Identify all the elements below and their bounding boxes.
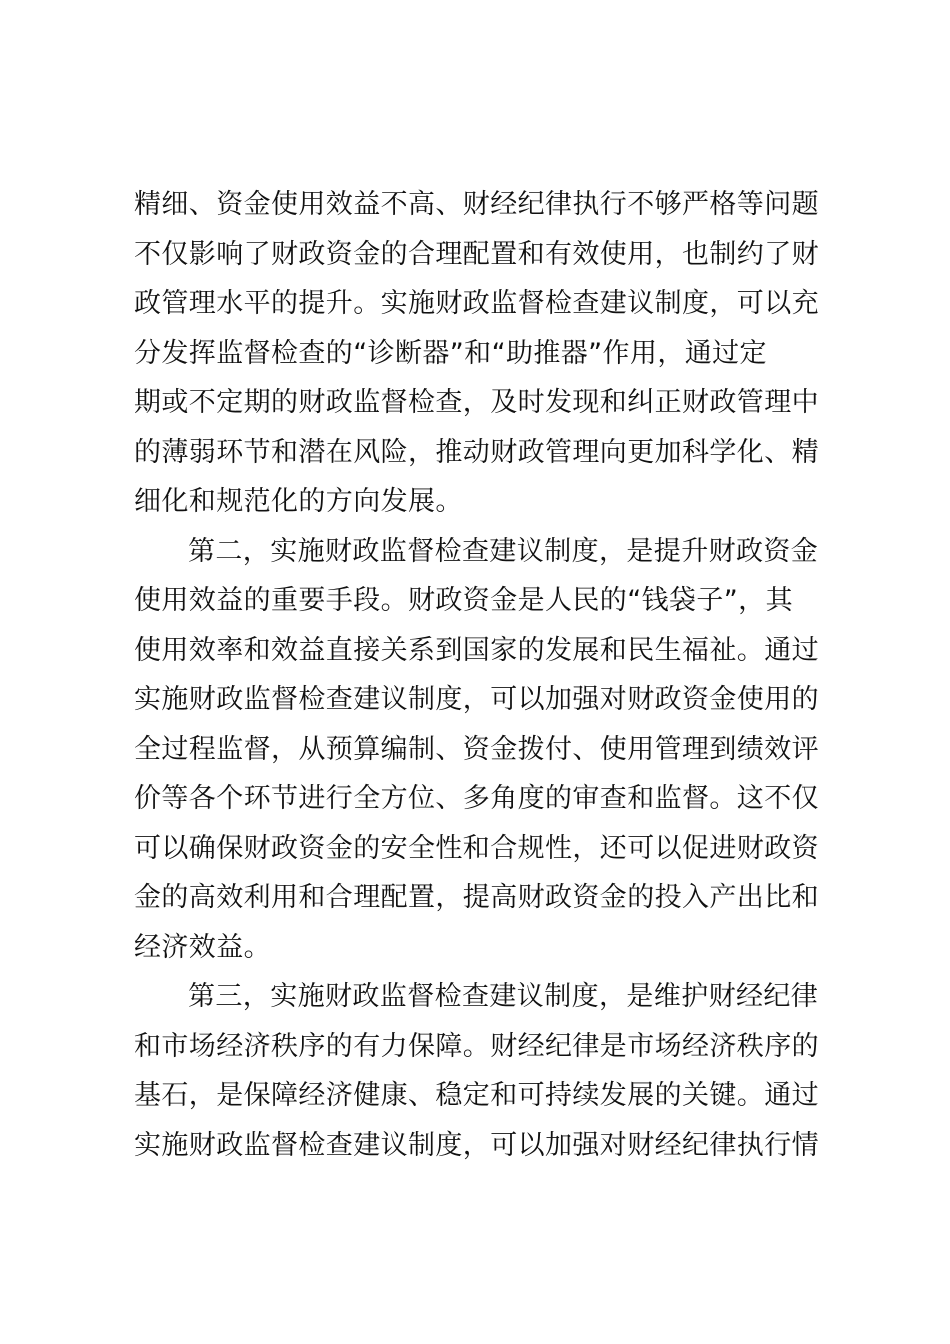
text-line: 和市场经济秩序的有力保障。财经纪律是市场经济秩序的	[134, 1030, 819, 1062]
text-line: 使用效率和效益直接关系到国家的发展和民生福祉。通过	[134, 634, 819, 666]
paragraph-2	[134, 527, 834, 973]
text-line: 可以确保财政资金的安全性和合规性，还可以促进财政资	[134, 832, 819, 864]
text-line: 实施财政监督检查建议制度，可以加强对财政资金使用的	[134, 684, 819, 715]
text-line: 金的高效利用和合理配置，提高财政资金的投入产出比和	[134, 882, 819, 913]
text-line: 经济效益。	[134, 931, 271, 963]
text-line: 分发挥监督检查的“诊断器”和“助推器”作用，通过定	[134, 337, 767, 369]
text-line: 实施财政监督检查建议制度，可以加强对财经纪律执行情	[134, 1129, 819, 1161]
text-line: 期或不定期的财政监督检查，及时发现和纠正财政管理中	[134, 387, 819, 418]
text-line: 的薄弱环节和潜在风险，推动财政管理向更加科学化、精	[134, 436, 819, 468]
text-line: 第二，实施财政监督检查建议制度，是提升财政资金	[188, 535, 819, 567]
document-body	[134, 180, 834, 1170]
text-line: 政管理水平的提升。实施财政监督检查建议制度，可以充	[134, 288, 819, 319]
text-line: 第三，实施财政监督检查建议制度，是维护财经纪律	[188, 981, 819, 1012]
text-line: 价等各个环节进行全方位、多角度的审查和监督。这不仅	[134, 783, 819, 814]
paragraph-1	[134, 180, 834, 527]
text-line: 使用效益的重要手段。财政资金是人民的“钱袋子”，其	[134, 585, 793, 616]
text-line: 全过程监督，从预算编制、资金拨付、使用管理到绩效评	[134, 733, 819, 765]
text-line: 细化和规范化的方向发展。	[134, 486, 463, 517]
paragraph-3	[134, 972, 834, 1170]
text-line: 不仅影响了财政资金的合理配置和有效使用，也制约了财	[134, 238, 819, 270]
text-line: 精细、资金使用效益不高、财经纪律执行不够严格等问题	[134, 189, 819, 220]
text-line: 基石，是保障经济健康、稳定和可持续发展的关键。通过	[134, 1080, 819, 1111]
